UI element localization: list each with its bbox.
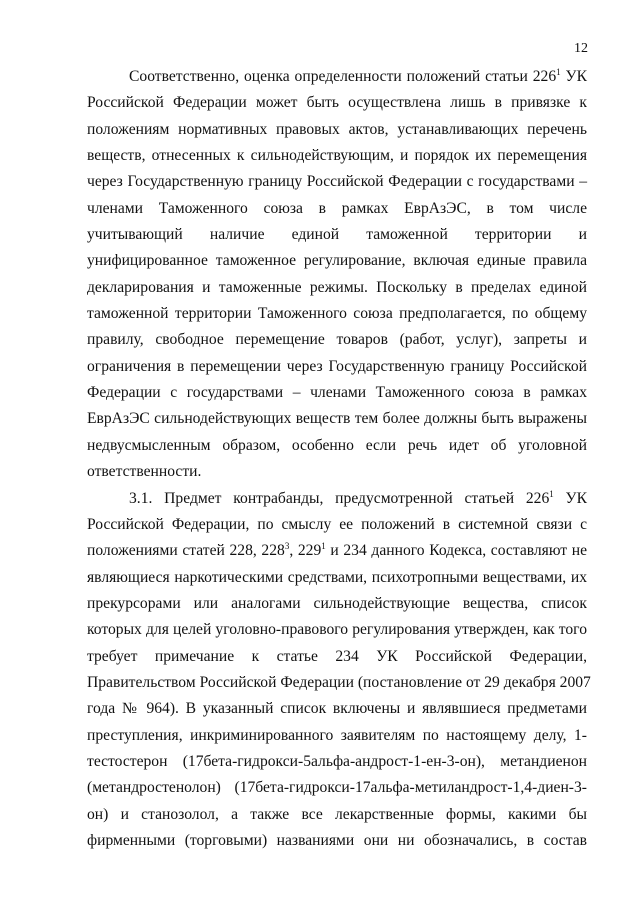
text-line: являющиеся наркотическими средствами, психотропными веществами, их: [87, 568, 587, 586]
text-line: преступления, инкриминированного заявителям по настоящему делу, 1-: [87, 726, 587, 744]
text-line: прекурсорами или аналогами сильнодействующие вещества, список: [87, 594, 587, 612]
text-line: унифицированное таможенное регулирование, включая единые правила: [87, 252, 587, 270]
text-line: через Государственную границу Российской Федерации с государствами –: [87, 173, 587, 191]
text-line: Федерации с государствами – членами Таможенного союза в рамках: [87, 384, 587, 402]
text-line: он) и станозолол, а также все лекарственные формы, какими бы: [87, 805, 587, 823]
text-line: ответственности.: [87, 463, 202, 481]
text-line: правилу, свободное перемещение товаров (работ, услуг), запреты и: [87, 331, 587, 349]
page-number: 12: [574, 41, 588, 56]
text-line: недвусмысленным образом, особенно если речь идет об уголовной: [87, 436, 587, 454]
text-line: ограничения в перемещении через Государственную границу Российской: [87, 357, 587, 375]
text-line: членами Таможенного союза в рамках ЕврАзЭС, в том числе: [87, 199, 587, 217]
text-line: положениями статей 228, $228^3$, $229^1$ и 234 данного Кодекса, составляют не: [87, 541, 588, 560]
text-line: ЕврАзЭС сильнодействующих веществ тем более должны быть выражены: [87, 410, 587, 428]
text-line: декларирования и таможенные режимы. Поскольку в пределах единой: [87, 278, 587, 296]
document-body: [87, 64, 591, 854]
text-line: Российской Федерации, по смыслу ее положений в системной связи с: [87, 515, 587, 533]
paragraph-1: [87, 64, 587, 486]
text-line: таможенной территории Таможенного союза предполагается, по общему: [87, 305, 587, 323]
text-line: положениям нормативных правовых актов, устанавливающих перечень: [87, 120, 587, 138]
text-line: года № 964). В указанный список включены и являвшиеся предметами: [87, 700, 587, 718]
text-line: (метандростенолон) (17бета-гидрокси-17альфа-метиландрост-1,4-диен-3-: [87, 779, 587, 797]
text-line: Правительством Российской Федерации (постановление от 29 декабря 2007: [87, 673, 591, 691]
text-line: фирменными (торговыми) названиями они ни обозначались, в состав: [87, 831, 587, 849]
text-line: Российской Федерации может быть осуществлена лишь в привязке к: [87, 94, 587, 112]
text-line: требует примечание к статье 234 УК Российской Федерации,: [87, 647, 587, 665]
paragraph-2: [87, 486, 591, 855]
text-line: тестостерон (17бета-гидрокси-5альфа-андрост-1-ен-3-он), метандиенон: [87, 752, 587, 770]
text-line: 3.1. Предмет контрабанды, предусмотренной статьей $226^1$ УК: [129, 488, 587, 507]
text-line: которых для целей уголовно-правового регулирования утвержден, как того: [87, 621, 587, 639]
text-line: веществ, отнесенных к сильнодействующим, и порядок их перемещения: [87, 147, 587, 165]
text-line: учитывающий наличие единой таможенной территории и: [87, 226, 587, 244]
text-line: Соответственно, оценка определенности положений статьи $226^1$ УК: [129, 67, 587, 85]
